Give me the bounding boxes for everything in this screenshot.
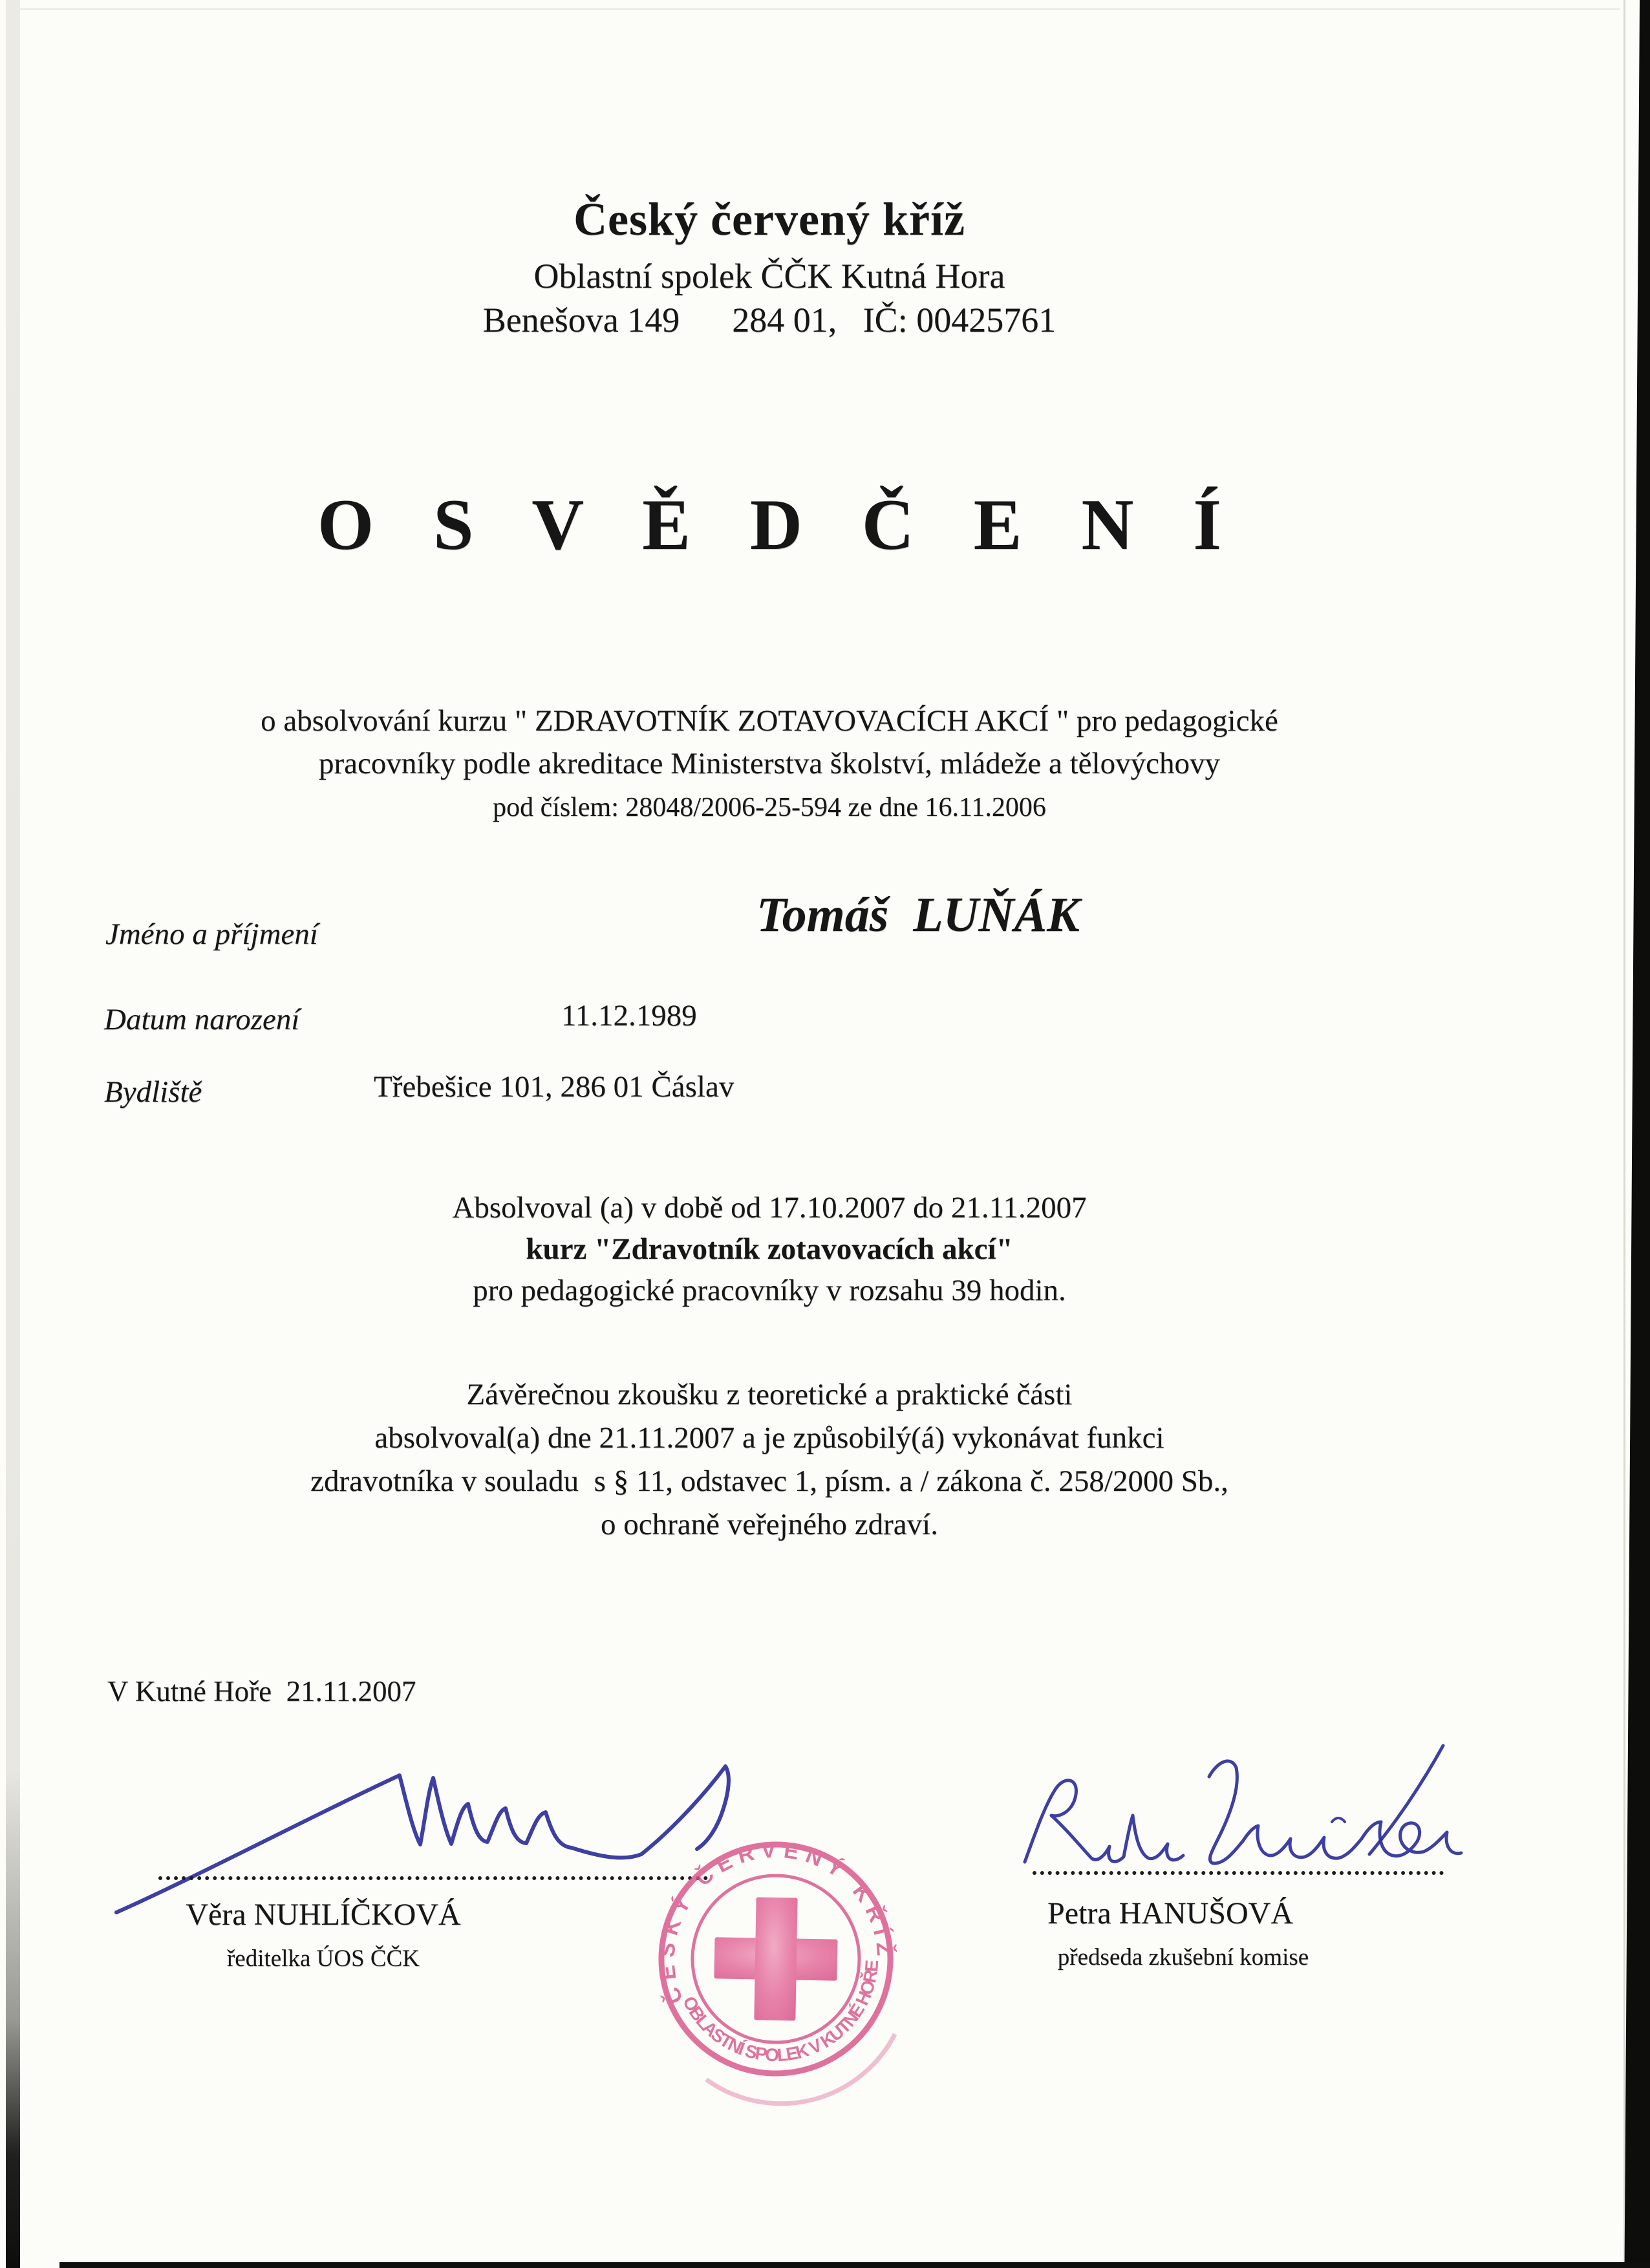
org-name: Český červený kříž: [573, 193, 965, 245]
stamp-bottom-text: OBLASTNÍ SPOLEK V KUTNÉ HOŘE: [678, 1958, 883, 2066]
field-label-residence: Bydliště: [104, 1075, 202, 1109]
field-label-name: Jméno a příjmení: [105, 917, 318, 951]
exam-line-1: Závěrečnou zkoušku z teoretické a praktické části: [466, 1378, 1073, 1411]
place-and-date: V Kutné Hoře 21.11.2007: [107, 1675, 416, 1707]
course-line-1: Absolvoval (a) v době od 17.10.2007 do 21.11.2007: [452, 1191, 1087, 1225]
intro-line-2: pracovníky podle akreditace Ministerstva školství, mládeže a tělovýchovy: [319, 747, 1220, 780]
course-paragraph: [0, 1187, 1539, 1311]
scan-artifact-right-edge: [1623, 0, 1650, 2268]
signature-right-handwriting: [996, 1725, 1461, 1887]
field-value-birthdate: 11.12.1989: [561, 999, 697, 1032]
exam-paragraph: [0, 1373, 1539, 1546]
red-cross-icon: [713, 1896, 838, 2021]
exam-line-4: o ochraně veřejného zdraví.: [601, 1508, 938, 1541]
scan-artifact-paper-edge: [1623, 0, 1625, 2268]
field-label-birthdate: Datum narození: [104, 1003, 300, 1036]
intro-paragraph: [0, 700, 1539, 826]
stamp-top-text: ČESKÝ ČERVENÝ KŘÍŽ: [654, 1837, 897, 2007]
field-value-residence: Třebešice 101, 286 01 Čáslav: [374, 1070, 734, 1104]
exam-line-3: zdravotníka v souladu s § 11, odstavec 1, písm. a / zákona č. 258/2000 Sb.,: [310, 1464, 1228, 1498]
intro-line-3: pod číslem: 28048/2006-25-594 ze dne 16.11.2006: [493, 793, 1046, 822]
course-line-3: pro pedagogické pracovníky v rozsahu 39 hodin.: [473, 1274, 1066, 1307]
red-cross-stamp: [624, 1807, 928, 2111]
scan-artifact-top-edge: [19, 8, 1620, 10]
org-address: Benešova 149 284 01, IČ: 00425761: [482, 301, 1056, 339]
org-branch: Oblastní spolek ČČK Kutná Hora: [533, 257, 1005, 295]
signatory-left-name: Věra NUHLÍČKOVÁ: [186, 1898, 461, 1932]
field-value-name: Tomáš LUŇÁK: [756, 888, 1080, 942]
signatory-right-name: Petra HANUŠOVÁ: [1047, 1896, 1293, 1931]
signatory-left-role: ředitelka ÚOS ČČK: [226, 1945, 420, 1972]
signatory-right-role: předseda zkušební komise: [1057, 1944, 1309, 1971]
scan-artifact-bottom-edge: [59, 2262, 1650, 2268]
scan-artifact-left-edge: [6, 0, 20, 2268]
intro-line-1: o absolvování kurzu " ZDRAVOTNÍK ZOTAVOVACÍCH AKCÍ " pro pedagogické: [261, 704, 1278, 738]
course-line-2: kurz "Zdravotník zotavovacích akcí": [526, 1232, 1013, 1266]
certificate-title: O S V Ě D Č E N Í: [317, 485, 1242, 565]
signature-dotted-line-right: [1033, 1871, 1444, 1875]
exam-line-2: absolvoval(a) dne 21.11.2007 a je způsobilý(á) vykonávat funkci: [374, 1421, 1164, 1455]
